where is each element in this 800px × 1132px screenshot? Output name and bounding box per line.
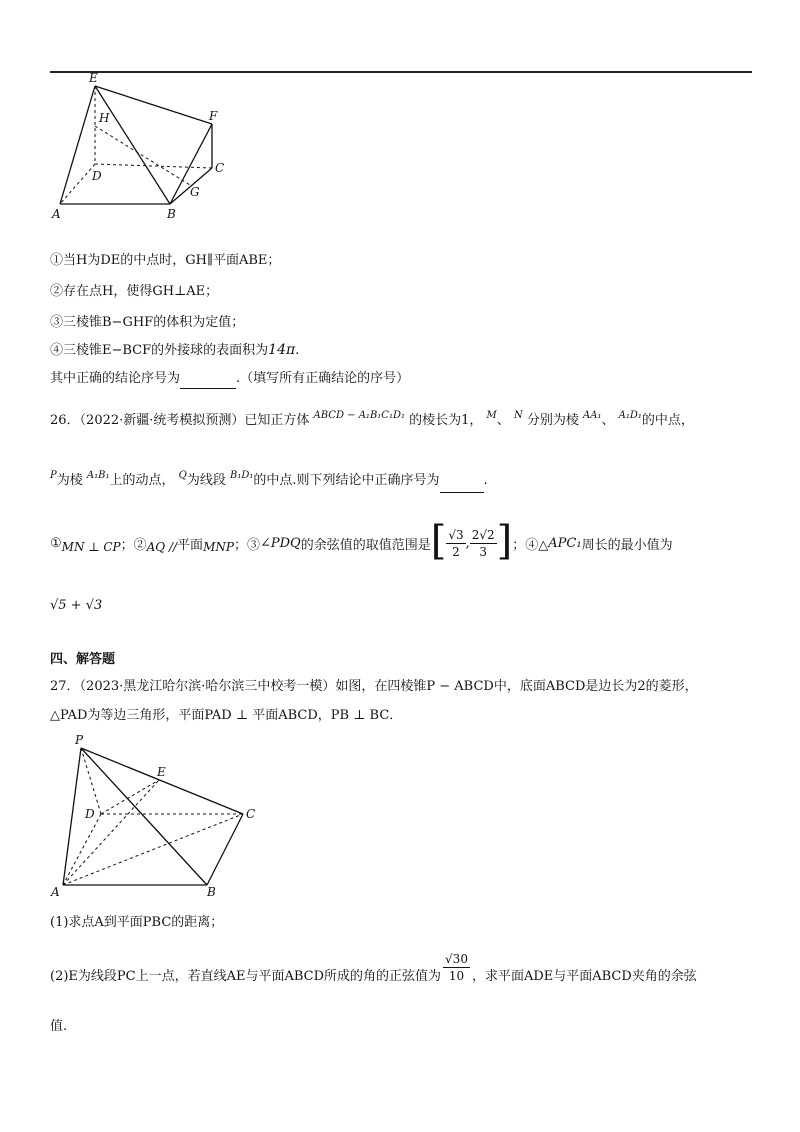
q27-part-1: (1)求点A到平面PBC的距离； bbox=[50, 915, 224, 930]
q27-fraction-numerator: √30 bbox=[445, 952, 468, 966]
figure-1-label-G: G bbox=[190, 185, 200, 199]
figure-2-label-E: E bbox=[157, 765, 166, 779]
q26-option-2-mark: ；② bbox=[120, 537, 147, 553]
q26-midpoint-end: 的中点， bbox=[641, 413, 694, 428]
q26-fraction-comma: , bbox=[465, 535, 470, 551]
q26-answer-blank[interactable] bbox=[440, 470, 484, 493]
q27-part-2 bbox=[50, 942, 697, 986]
q26-fraction-1 bbox=[446, 527, 465, 560]
q26-number: 26． bbox=[50, 413, 80, 428]
q26-fraction-2 bbox=[470, 527, 497, 560]
figure-1-label-D: D bbox=[92, 169, 102, 183]
q26-option-4-mark: ；④△ bbox=[512, 537, 549, 553]
q26-option-2-text: 平面 bbox=[177, 537, 204, 553]
q27-line-2: △PAD为等边三角形，平面PAD ⊥ 平面ABCD，PB ⊥ BC． bbox=[50, 708, 403, 723]
q27-part-2-text-a: (2)E为线段PC上一点，若直线AE与平面ABCD所成的角的正弦值为 bbox=[50, 969, 442, 984]
q27-part-2-end: 值. bbox=[50, 1019, 68, 1034]
figure-1-label-H: H bbox=[99, 111, 110, 125]
q26-edge-A1D1: A₁D₁ bbox=[618, 410, 642, 421]
q26-separator-1: 、 bbox=[496, 413, 510, 428]
q26-option-4-math: APC₁ bbox=[548, 535, 582, 551]
q26-option-4-answer: √5 + √3 bbox=[50, 598, 103, 613]
q26-source: （2022·新疆·统考模拟预测）已知正方体 bbox=[79, 413, 310, 428]
q26-option-3-text: 的余弦值的取值范围是 bbox=[300, 537, 431, 553]
q25-conclusion bbox=[50, 370, 409, 389]
figure-1-label-C: C bbox=[215, 161, 225, 175]
q26-edge-A1B1: A₁B₁ bbox=[86, 470, 110, 481]
q26-option-3-math: ∠PDQ bbox=[259, 535, 301, 551]
q26-option-2-math: AQ // bbox=[146, 540, 178, 554]
q26-point-M: M bbox=[486, 410, 497, 421]
q26-edge-text: 的棱长为1， bbox=[409, 413, 483, 428]
section-4-title: 四、解答题 bbox=[50, 652, 116, 667]
figure-1-label-B: B bbox=[167, 207, 176, 221]
figure-2-label-A: A bbox=[51, 885, 60, 899]
q25-statement-3: ③三棱锥B−GHF的体积为定值； bbox=[50, 315, 245, 330]
q26-options bbox=[50, 520, 673, 566]
q25-statement-4 bbox=[50, 341, 299, 360]
q25-answer-blank[interactable] bbox=[180, 370, 236, 389]
q26-option-2-plane: MNP bbox=[203, 540, 234, 554]
q26-fraction-1-denominator: 2 bbox=[452, 544, 460, 559]
q26-fraction-1-numerator: √3 bbox=[448, 527, 464, 542]
q26-line-2-text-c: 为线段 bbox=[186, 473, 226, 488]
q25-statement-1: ①当H为DE的中点时，GH∥平面ABE； bbox=[50, 253, 281, 268]
figure-2-label-C: C bbox=[246, 807, 256, 821]
q26-option-1-mark: ① bbox=[50, 535, 62, 551]
q25-conclusion-note: .（填写所有正确结论的序号） bbox=[236, 371, 410, 386]
q26-midpoint-text: 分别为棱 bbox=[526, 413, 579, 428]
q25-statement-2: ②存在点H，使得GH⊥AE； bbox=[50, 284, 219, 299]
q26-segment-B1D1: B₁D₁ bbox=[230, 470, 254, 481]
q26-point-Q: Q bbox=[178, 470, 187, 481]
q27-fraction-denominator: 10 bbox=[448, 969, 465, 983]
q26-line-2 bbox=[50, 470, 488, 493]
q25-statement-4-value: 14π bbox=[268, 342, 296, 358]
figure-2-label-P: P bbox=[75, 733, 84, 747]
q26-line-1 bbox=[50, 410, 694, 433]
q26-cube-name: ABCD − A₁B₁C₁D₁ bbox=[313, 410, 405, 421]
q26-option-1-math: MN ⊥ CP bbox=[61, 540, 121, 554]
q26-option-3-mark: ；③ bbox=[233, 537, 260, 553]
figure-2-label-B: B bbox=[207, 885, 216, 899]
q25-statement-4-end: . bbox=[295, 343, 300, 358]
q27-fraction bbox=[443, 951, 470, 984]
figure-2-label-D: D bbox=[85, 807, 95, 821]
q26-fraction-2-numerator: 2√2 bbox=[471, 527, 495, 542]
figure-1-label-F: F bbox=[209, 109, 218, 123]
q26-line-2-end: . bbox=[483, 473, 488, 488]
q26-edge-AA1: AA₁ bbox=[583, 410, 602, 421]
figure-1-label-A: A bbox=[52, 207, 61, 221]
q27-line-1: 27．（2023·黑龙江哈尔滨·哈尔滨三中校考一模）如图，在四棱锥P − ABCD中，底面ABCD是边长为2的菱形， bbox=[50, 679, 698, 694]
left-bracket-icon: [ bbox=[430, 518, 447, 564]
q25-statement-4-text: ④三棱锥E−BCF的外接球的表面积为 bbox=[50, 343, 269, 358]
q26-line-2-text-d: 的中点.则下列结论中正确序号为 bbox=[253, 473, 440, 488]
q26-line-2-text-b: 上的动点， bbox=[109, 473, 175, 488]
q26-point-N: N bbox=[513, 410, 523, 421]
right-bracket-icon: ] bbox=[496, 518, 513, 564]
figure-1-geometry bbox=[40, 72, 270, 227]
q26-fraction-2-denominator: 3 bbox=[479, 544, 488, 559]
q27-part-2-text-b: ，求平面ADE与平面ABCD夹角的余弦 bbox=[471, 969, 697, 984]
q26-point-P: P bbox=[50, 470, 57, 481]
q26-separator-2: 、 bbox=[601, 413, 615, 428]
q26-option-4-text: 周长的最小值为 bbox=[581, 537, 673, 553]
q26-line-2-text-a: 为棱 bbox=[56, 473, 83, 488]
q25-conclusion-text: 其中正确的结论序号为 bbox=[50, 371, 181, 386]
figure-1-label-E: E bbox=[89, 72, 98, 85]
figure-2-geometry bbox=[45, 730, 270, 900]
